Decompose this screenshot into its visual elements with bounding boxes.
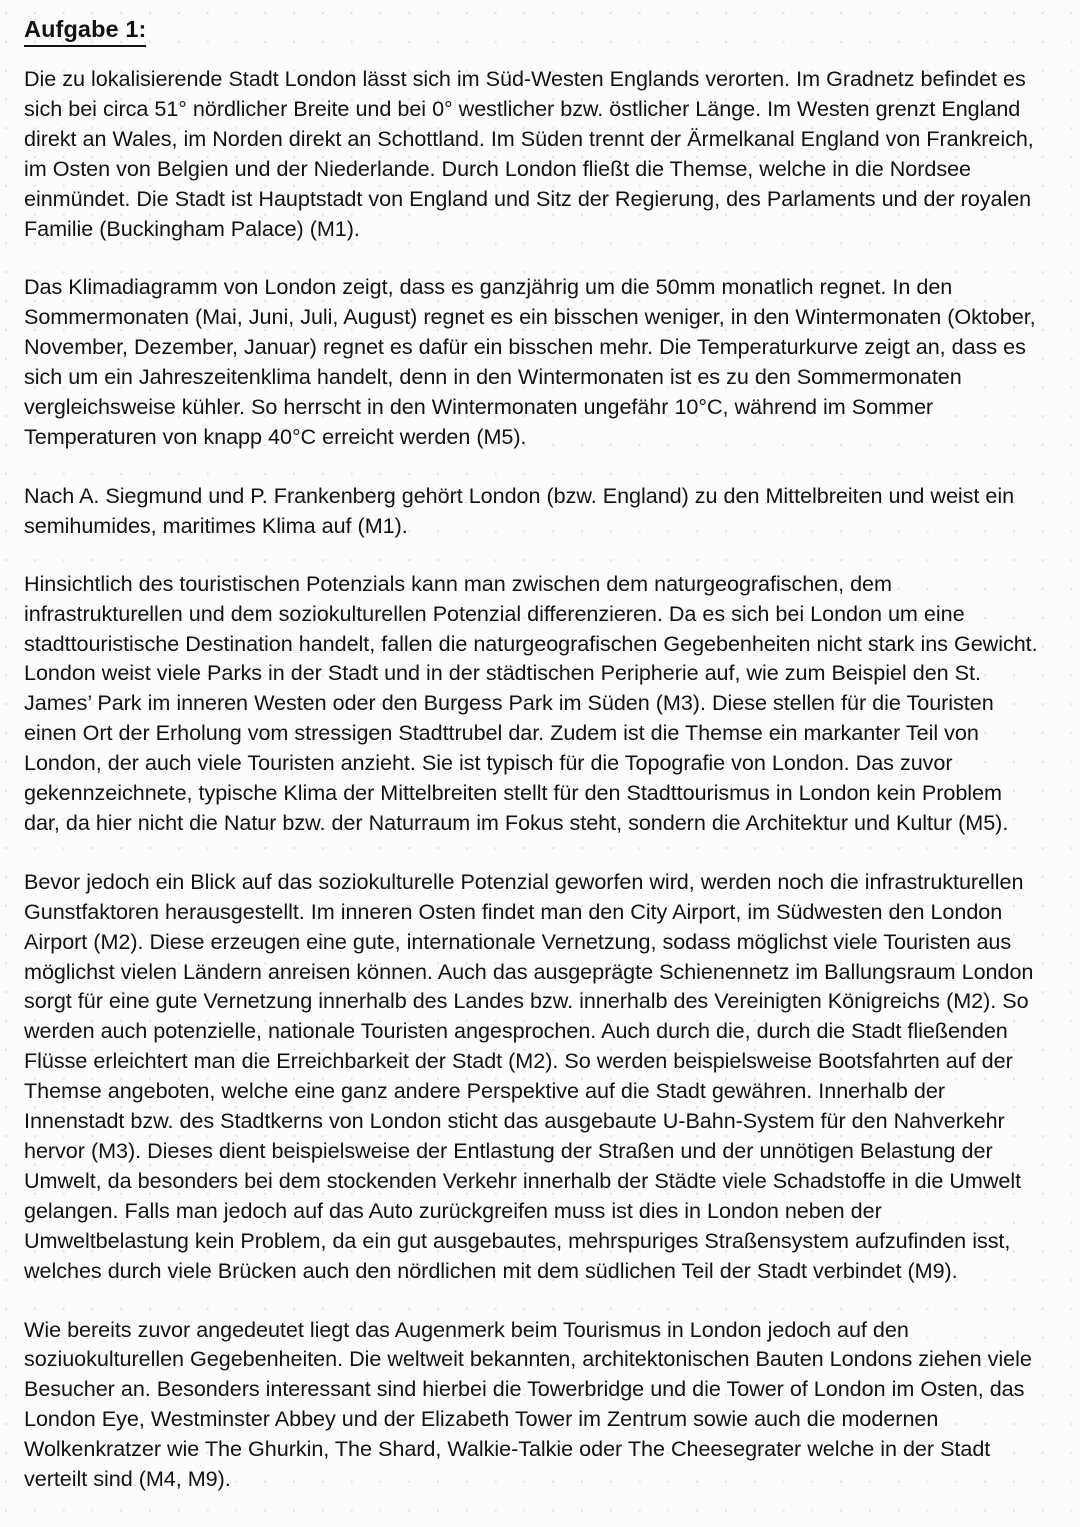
paragraph-touristisches-potenzial: Hinsichtlich des touristischen Potenzials kann man zwischen dem naturgeografischen, dem infrastrukturellen und dem soziokulturellen Potenzial differenzieren. Da es sich bei London um eine stadttouristische Destination handelt, fallen die naturgeografischen Gegebenheiten nicht stark ins Gewicht. London weist viele Parks in der Stadt und in der städtischen Peripherie auf, wie zum Beispiel den St. James’ Park im inneren Westen oder den Burgess Park im Süden (M3). Diese stellen für die Touristen einen Ort der Erholung vom stressigen Stadttrubel dar. Zudem ist die Themse ein markanter Teil von London, der auch viele Touristen anzieht. Sie ist typisch für die Topografie von London. Das zuvor gekennzeichnete, typische Klima der Mittelbreiten stellt für den Stadttourismus in London kein Problem dar, da hier nicht die Natur bzw. der Naturraum im Fokus steht, sondern die Architektur und Kultur (M5). bbox=[24, 570, 1038, 835]
paragraph-klimadiagramm: Das Klimadiagramm von London zeigt, dass es ganzjährig um die 50mm monatlich regnet. In den Sommermonaten (Mai, Juni, Juli, August) regnet es ein bisschen weniger, in den Wintermonaten (Oktober, November, Dezember, Januar) regnet es dafür ein bisschen mehr. Die Temperaturkurve zeigt an, dass es sich um ein Jahreszeitenklima handelt, denn in den Wintermonaten ist es zu den Sommermonaten vergleichsweise kühler. So herrscht in den Wintermonaten ungefähr 10°C, während im Sommer Temperaturen von knapp 40°C erreicht werden (M5). bbox=[24, 274, 1036, 449]
document-body bbox=[24, 64, 1042, 1494]
paragraph-soziokulturell: Wie bereits zuvor angedeutet liegt das Augenmerk beim Tourismus in London jedoch auf den soziuokulturellen Gegebenheiten. Die weltweit bekannten, architektonischen Bauten Londons ziehen viele Besucher an. Besonders interessant sind hierbei die Towerbridge und die Tower of London im Osten, das London Eye, Westminster Abbey und der Elizabeth Tower im Zentrum sowie auch die modernen Wolkenkratzer wie The Ghurkin, The Shard, Walkie-Talkie oder The Cheesegrater welche in der Stadt verteilt sind (M4, M9). bbox=[24, 1316, 1032, 1492]
paragraph-infrastruktur: Bevor jedoch ein Blick auf das soziokulturelle Potenzial geworfen wird, werden noch die infrastrukturellen Gunstfaktoren herausgestellt. Im inneren Osten findet man den City Airport, im Südwesten den London Airport (M2). Diese erzeugen eine gute, internationale Vernetzung, sodass möglichst viele Touristen aus möglichst vielen Ländern anreisen können. Auch das ausgeprägte Schienennetz im Ballungsraum London sorgt für eine gute Vernetzung innerhalb des Landes bzw. innerhalb des Vereinigten Königreichs (M2). So werden auch potenzielle, nationale Touristen angesprochen. Auch durch die, durch die Stadt fließenden Flüsse erleichtert man die Erreichbarkeit der Stadt (M2). So werden beispielsweise Bootsfahrten auf der Themse angeboten, welche eine ganz andere Perspektive auf die Stadt gewähren. Innerhalb der Innenstadt bzw. des Stadtkerns von London sticht das ausgebaute U-Bahn-System für den Nahverkehr hervor (M3). Dieses dient beispielsweise der Entlastung der Straßen und der unnötigen Belastung der Umwelt, da besonders bei dem stockenden Verkehr innerhalb der Städte viele Schadstoffe in die Umwelt gelangen. Falls man jedoch auf das Auto zurückgreifen muss ist dies in London neben der Umweltbelastung kein Problem, da ein gut ausgebautes, mehrspuriges Straßensystem aufzufinden isst, welches durch viele Brücken auch den nördlichen mit dem südlichen Teil der Stadt verbindet (M9). bbox=[24, 868, 1034, 1283]
paragraph-lokalisierung: Die zu lokalisierende Stadt London lässt sich im Süd-Westen Englands verorten. Im Gradnetz befindet es sich bei circa 51° nördlicher Breite und bei 0° westlicher bzw. östlicher Länge. Im Westen grenzt England direkt an Wales, im Norden direkt an Schottland. Im Süden trennt der Ärmelkanal England von Frankreich, im Osten von Belgien und der Niederlande. Durch London fließt die Themse, welche in die Nordsee einmündet. Die Stadt ist Hauptstadt von England und Sitz der Regierung, des Parlaments und der royalen Familie (Buckingham Palace) (M1). bbox=[24, 66, 1034, 241]
page-title: Aufgabe 1: bbox=[24, 14, 146, 47]
paragraph-klimaklassifikation: Nach A. Siegmund und P. Frankenberg gehört London (bzw. England) zu den Mittelbreiten und weist ein semihumides, maritimes Klima auf (M1). bbox=[24, 482, 1015, 538]
heading-row bbox=[24, 14, 1042, 59]
